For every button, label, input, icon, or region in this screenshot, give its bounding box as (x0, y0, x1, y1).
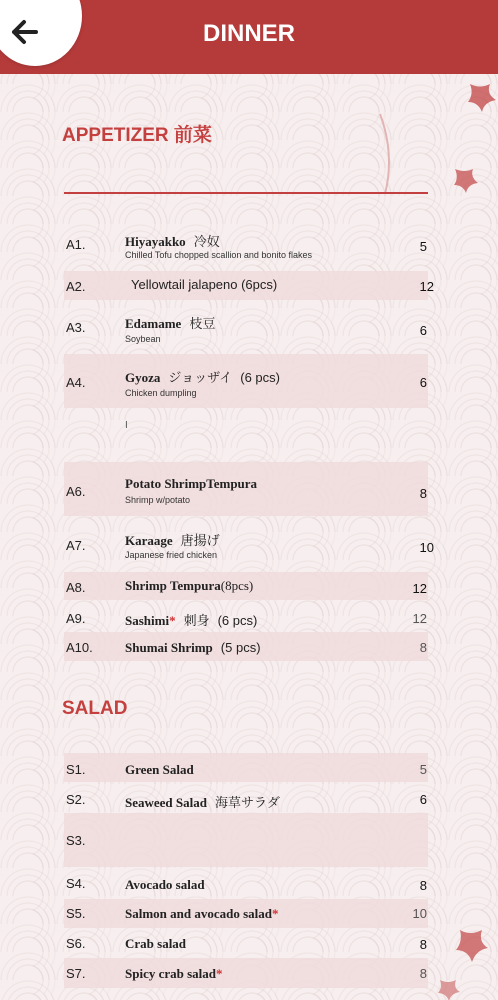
item-price: 6 (419, 375, 427, 390)
item-name: Shrimp Tempura(8pcs) (125, 578, 254, 593)
item-price: 5 (419, 239, 427, 254)
item-description: Shrimp w/potato (125, 495, 191, 505)
item-name: Gyoza ジョッザイ (6 pcs) (125, 370, 280, 385)
item-price: 8 (419, 486, 427, 501)
item-description: Chicken dumpling (125, 388, 197, 398)
item-code: S4. (66, 876, 86, 891)
item-code: A9. (66, 611, 86, 626)
menu-item-s3 (64, 813, 428, 867)
item-code: A4. (66, 375, 86, 390)
item-name: Karaage 唐揚げ (125, 533, 220, 548)
item-code: S6. (66, 936, 86, 951)
section-divider (64, 192, 428, 194)
menu-item-a9 (64, 603, 428, 631)
item-code: A7. (66, 538, 86, 553)
menu-item-a4 (64, 354, 428, 408)
item-code: S1. (66, 762, 86, 777)
salad-title: SALAD (62, 698, 128, 719)
item-name: Edamame 枝豆 (125, 316, 216, 331)
menu-item-s6 (64, 930, 428, 958)
menu-item-a10 (64, 632, 428, 661)
item-code: A2. (66, 279, 86, 294)
item-price: 12 (412, 581, 427, 596)
item-name: Yellowtail jalapeno (6pcs) (131, 277, 278, 292)
item-code: S5. (66, 906, 86, 921)
item-price: 6 (419, 323, 427, 338)
item-name: Crab salad (125, 936, 187, 951)
item-name: Hiyayakko 冷奴 (125, 234, 220, 249)
item-code: A3. (66, 320, 86, 335)
item-name: Spicy crab salad* (125, 966, 223, 981)
item-price: 5 (419, 762, 427, 777)
blossom-decoration-top (360, 74, 498, 204)
item-price: 8 (419, 966, 427, 981)
item-code: A6. (66, 484, 86, 499)
item-name: Potato ShrimpTempura (125, 476, 258, 491)
item-name: Avocado salad (125, 877, 205, 892)
menu-item-a6 (64, 462, 428, 516)
menu-item-s7 (64, 958, 428, 988)
item-price: 8 (419, 640, 427, 655)
arrow-left-icon (2, 8, 62, 68)
item-description: Soybean (125, 334, 161, 344)
item-price: 8 (419, 937, 427, 952)
appetizer-title: APPETIZER 前菜 (62, 125, 212, 146)
item-name: Green Salad (125, 762, 194, 777)
text-cursor: I (125, 420, 128, 431)
item-price: 10 (412, 906, 427, 921)
empty-row (64, 410, 428, 460)
item-name: Sashimi* 刺身 (6 pcs) (125, 613, 258, 628)
item-code: S7. (66, 966, 86, 981)
item-code: A8. (66, 580, 86, 595)
menu-item-s4 (64, 870, 428, 898)
item-price: 8 (419, 878, 427, 893)
item-name: Salmon and avocado salad* (125, 906, 279, 921)
item-price: 10 (419, 540, 434, 555)
item-code: S2. (66, 792, 86, 807)
item-code: A1. (66, 237, 86, 252)
blossom-decoration-bottom (430, 920, 498, 1000)
item-description: Chilled Tofu chopped scallion and bonito flakes (125, 250, 312, 260)
menu-item-s2 (64, 784, 428, 813)
menu-item-s1 (64, 753, 428, 782)
menu-item-a1 (64, 222, 428, 268)
menu-item-a7 (64, 522, 434, 568)
item-name: Shumai Shrimp (5 pcs) (125, 640, 261, 655)
item-price: 12 (419, 279, 434, 294)
page-title: DINNER (202, 20, 295, 47)
item-description: Japanese fried chicken (125, 550, 218, 560)
item-name: Seaweed Salad 海草サラダ (125, 795, 280, 810)
menu-item-a2 (64, 271, 434, 300)
item-price: 6 (419, 792, 427, 807)
item-price: 12 (412, 611, 427, 626)
item-code: S3. (66, 833, 86, 848)
menu-item-a3 (64, 305, 428, 351)
menu-item-s5 (64, 899, 428, 928)
menu-item-a8 (64, 572, 428, 600)
item-code: A10. (66, 640, 93, 655)
